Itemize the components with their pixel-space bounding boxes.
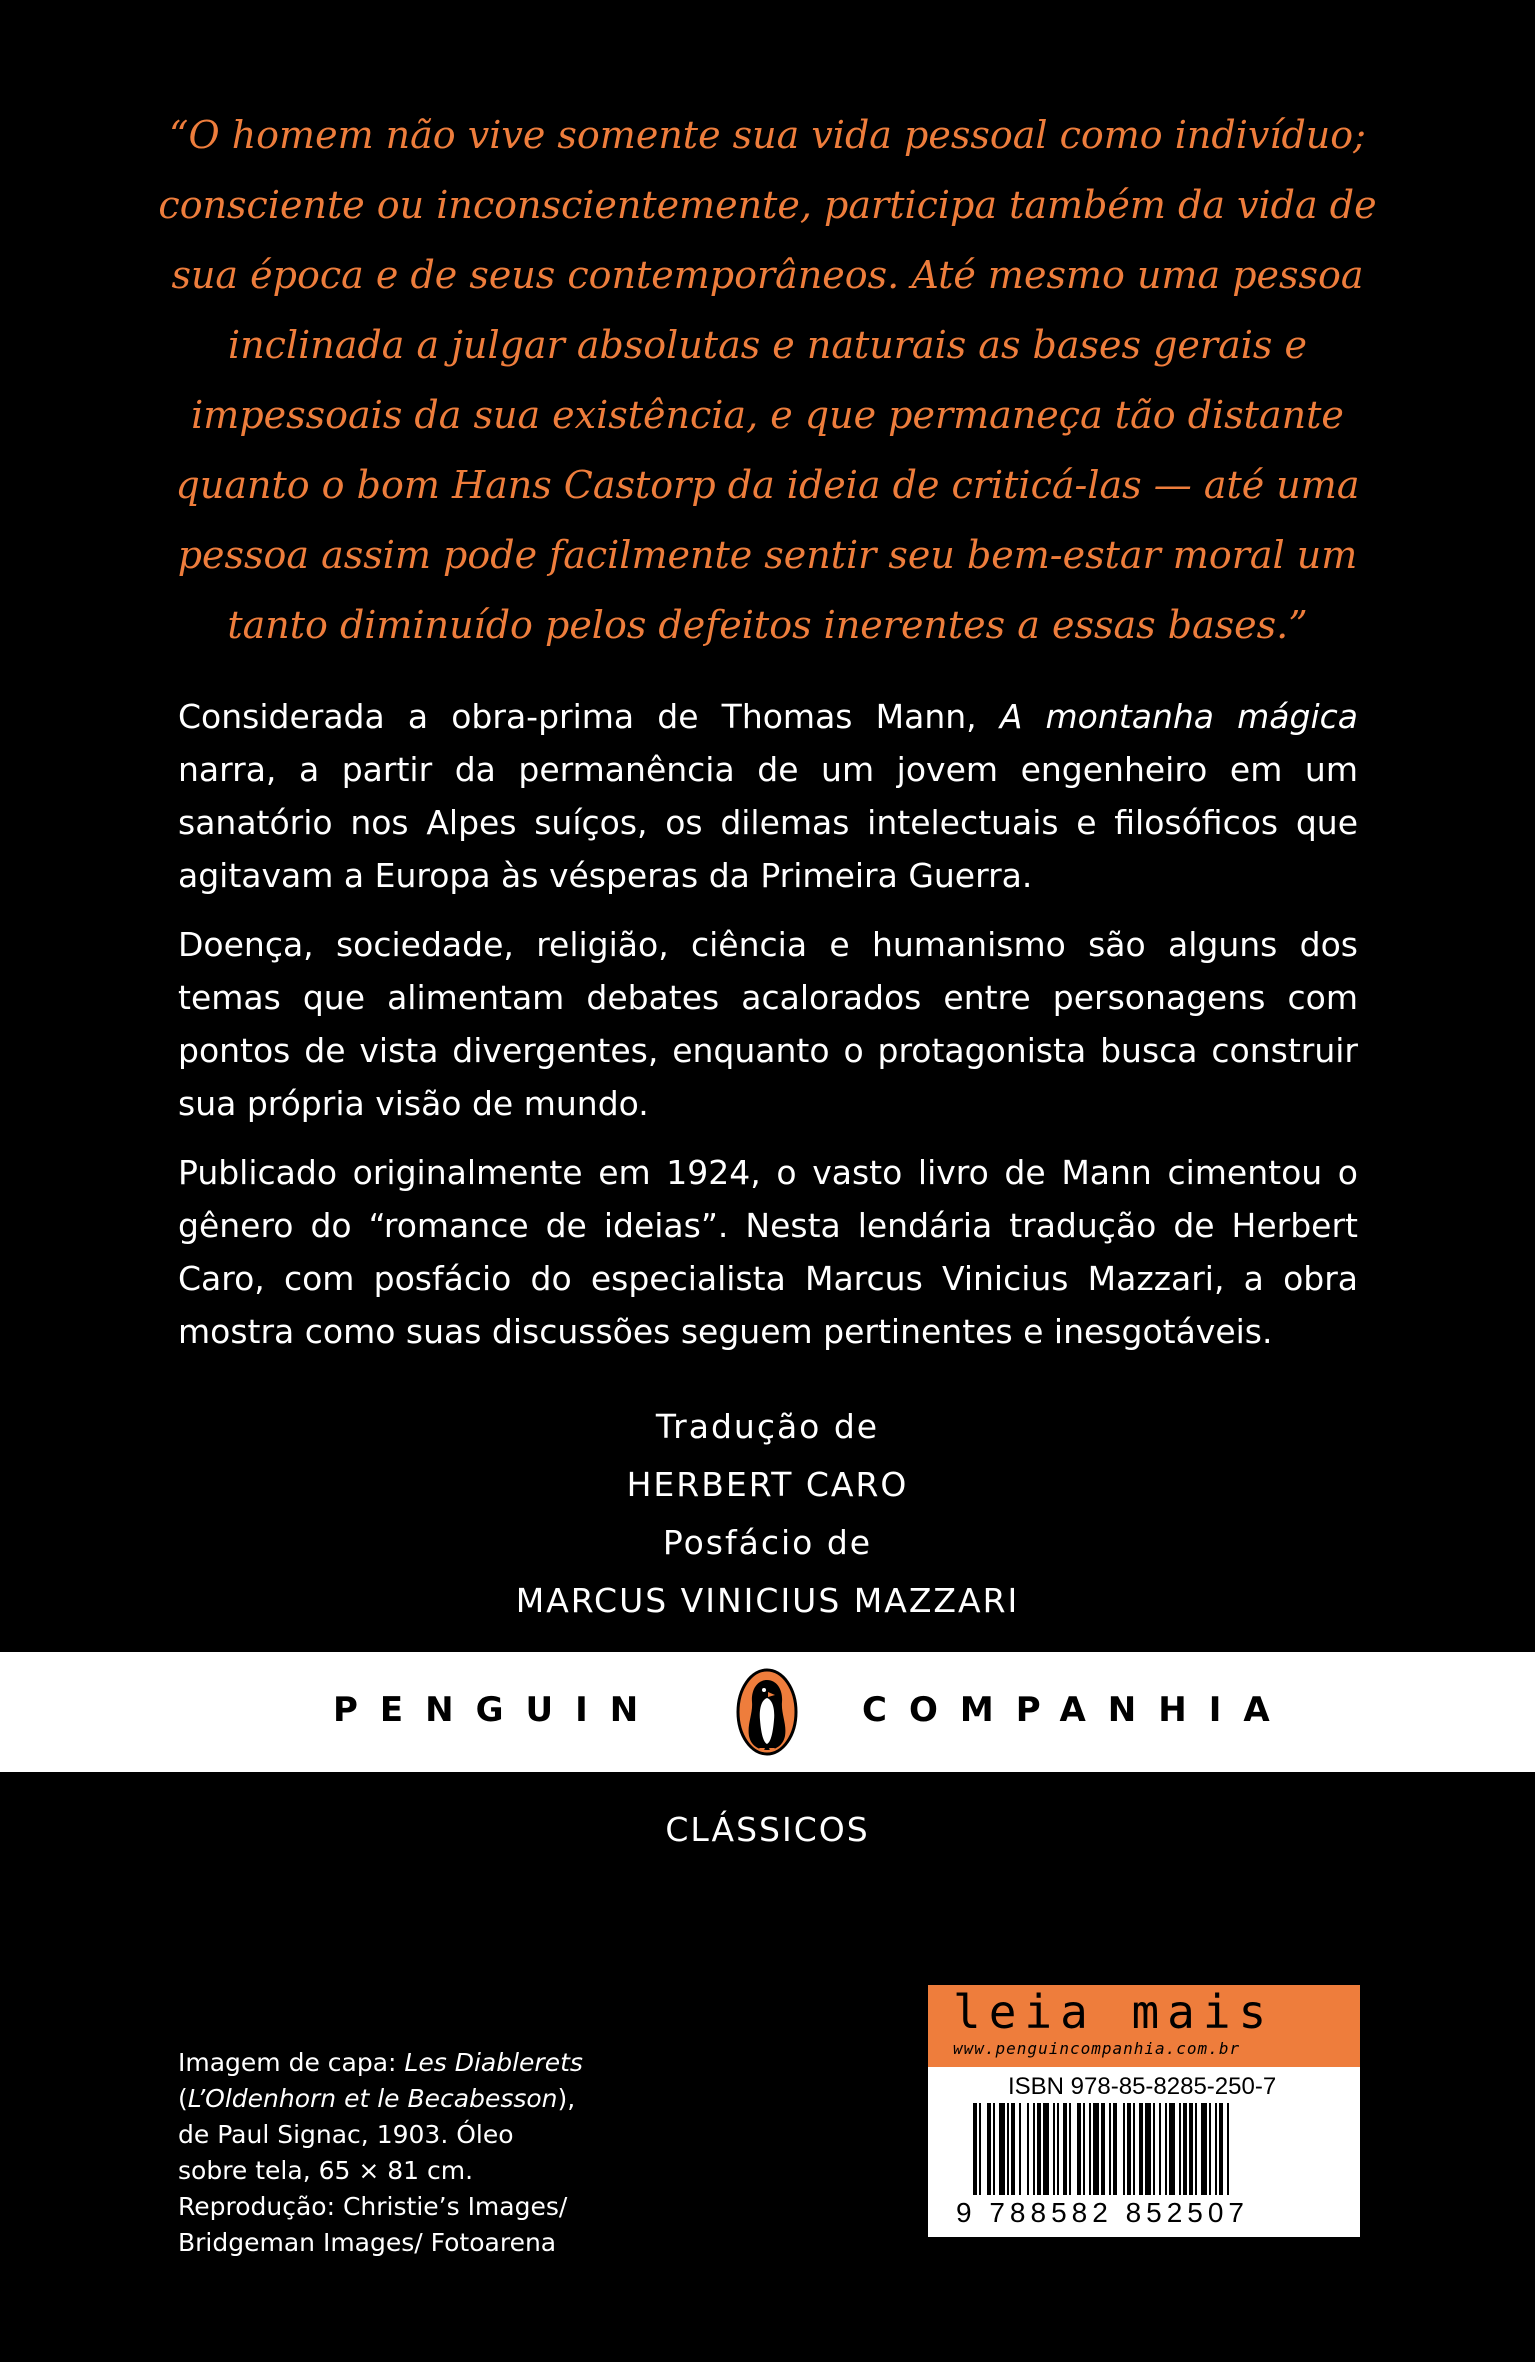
cover-image-credit — [178, 2045, 608, 2261]
paragraph-text: narra, a partir da permanência de um jovem engenheiro em um sanatório nos Alpes suíços, os dilemas intelectuais e filosóficos que agitavam a Europa às vésperas da Primeira Guerra. — [178, 750, 1358, 895]
quote-line: consciente ou inconscientemente, participa também da vida de — [158, 183, 1377, 227]
brand-penguin: PENGUIN — [333, 1690, 661, 1730]
credit-line: sobre tela, 65 × 81 cm. — [178, 2156, 474, 2185]
quote-line: sua época e de seus contemporâneos. Até mesmo uma pessoa — [171, 253, 1364, 297]
credit-text: ( — [178, 2084, 188, 2113]
description-paragraph-3: Publicado originalmente em 1924, o vasto livro de Mann cimentou o gênero do “romance de ideias”. Nesta lendária tradução de Herbert Caro, com posfácio do especialista Marcus Vinicius Mazzari, a obra mostra como suas discussões seguem pertinentes e inesgotáveis. — [178, 1153, 1358, 1351]
quote-line: impessoais da sua existência, e que permaneça tão distante — [191, 393, 1344, 437]
barcode-box — [928, 1985, 1360, 2237]
painting-title: Les Diablerets — [404, 2048, 583, 2077]
description-paragraph-1 — [178, 690, 1358, 902]
painting-subtitle: L’Oldenhorn et le Becabesson — [187, 2084, 558, 2113]
barcode-bars-icon — [973, 2103, 1313, 2195]
afterword-label: Posfácio de — [662, 1523, 873, 1562]
leia-mais-text: leia mais — [953, 1985, 1275, 2039]
quote-line: pessoa assim pode facilmente sentir seu bem-estar moral um — [177, 533, 1358, 577]
quote-line: quanto o bom Hans Castorp da ideia de criticá-las — até uma — [175, 463, 1360, 507]
description-paragraph-2: Doença, sociedade, religião, ciência e humanismo são alguns dos temas que alimentam debates acalorados entre personagens com pontos de vista divergentes, enquanto o protagonista busca construir sua própria visão de mundo. — [178, 925, 1358, 1123]
credit-line: de Paul Signac, 1903. Óleo — [178, 2120, 514, 2149]
isbn-text: ISBN 978-85-8285-250-7 — [1008, 2073, 1277, 2100]
collection-name: CLÁSSICOS — [665, 1810, 870, 1849]
publisher-url: www.penguincompanhia.com.br — [953, 2039, 1241, 2058]
penguin-logo-icon — [735, 1668, 799, 1756]
quote-line: “O homem não vive somente sua vida pessoal como indivíduo; — [169, 113, 1366, 157]
credit-line: Bridgeman Images/ Fotoarena — [178, 2228, 557, 2257]
translator-name: HERBERT CARO — [626, 1465, 909, 1504]
back-cover-quote — [150, 100, 1385, 660]
credit-line — [178, 2045, 608, 2081]
paragraph-text: Considerada a obra-prima de Thomas Mann, — [178, 697, 1000, 736]
barcode-digits: 9 788582 852507 — [956, 2197, 1249, 2228]
credit-line — [178, 2081, 608, 2117]
translation-label: Tradução de — [655, 1407, 880, 1446]
leia-mais-banner — [928, 1985, 1360, 2067]
credit-line: Reprodução: Christie’s Images/ — [178, 2192, 568, 2221]
quote-line: inclinada a julgar absolutas e naturais as bases gerais e — [228, 323, 1307, 367]
brand-companhia: COMPANHIA — [862, 1690, 1292, 1730]
quote-line: tanto diminuído pelos defeitos inerentes a essas bases.” — [227, 603, 1308, 647]
credit-text: Imagem de capa: — [178, 2048, 405, 2077]
book-title: A montanha mágica — [999, 697, 1358, 736]
afterword-author: MARCUS VINICIUS MAZZARI — [515, 1581, 1020, 1620]
credit-text: ), — [557, 2084, 576, 2113]
credits — [0, 1398, 1535, 1630]
